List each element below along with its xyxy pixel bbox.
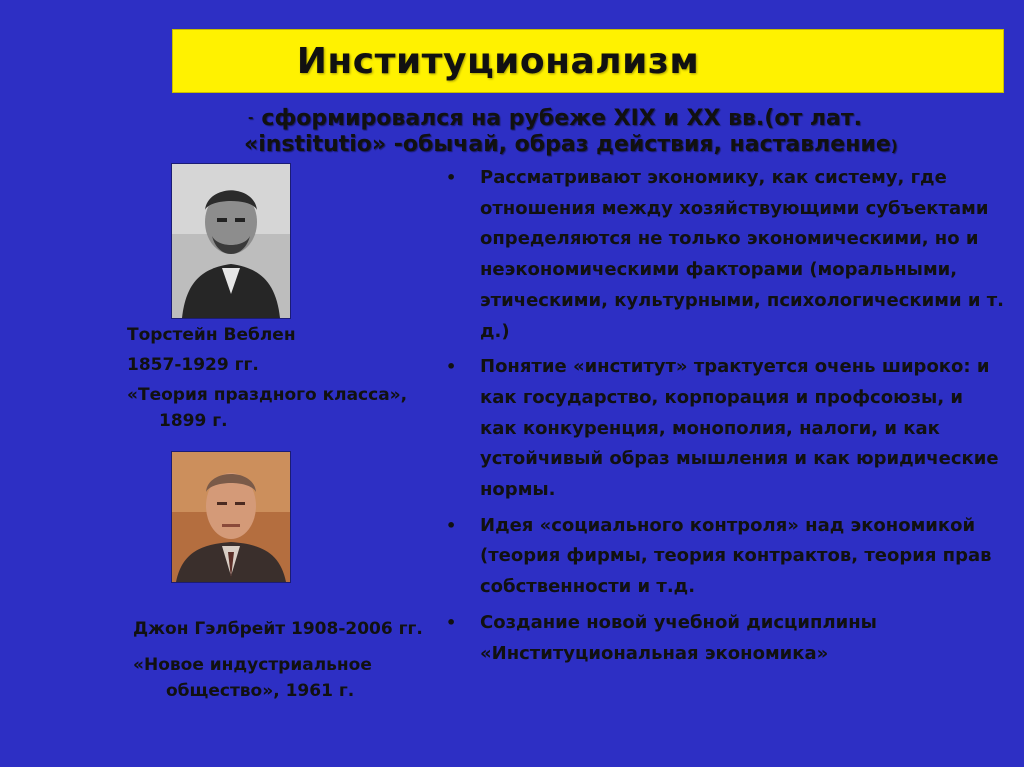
bullet-text: Создание новой учебной дисциплины «Институциональная экономика» xyxy=(480,611,877,664)
subtitle-line-1 xyxy=(248,106,968,132)
galbraith-bio xyxy=(133,614,443,704)
bullet-icon: • xyxy=(446,168,457,187)
bullet-icon: • xyxy=(446,612,457,632)
subtitle-line-1-text: сформировался на рубеже XIX и XX вв.(от лат. xyxy=(261,106,862,131)
veblen-work-year: 1899 г. xyxy=(159,411,228,431)
veblen-years: 1857-1929 гг. xyxy=(127,355,259,375)
bullet-item xyxy=(444,352,1004,506)
bullet-list xyxy=(444,163,1004,674)
veblen-bio xyxy=(127,320,437,432)
subtitle-dash: - xyxy=(248,111,254,126)
bullet-item xyxy=(444,608,1004,669)
veblen-work: «Теория праздного класса», xyxy=(127,385,408,405)
bullet-item xyxy=(444,163,1004,347)
slide-title: Институционализм xyxy=(296,40,700,82)
bullet-text: Рассматривают экономику, как систему, где отношения между хозяйствующими субъектами определяются не только экономическими, но и неэкономическими факторами (моральными, этическими, культурными, психологическими и т. д.) xyxy=(480,167,1004,342)
bullet-icon: • xyxy=(446,515,457,535)
galbraith-work: «Новое индустриальное xyxy=(133,655,372,675)
bullet-text: Идея «социального контроля» над экономикой (теория фирмы, теория контрактов, теория прав собственности и т.д. xyxy=(480,514,992,598)
subtitle-line-2 xyxy=(244,132,968,159)
subtitle xyxy=(244,106,968,159)
veblen-name: Торстейн Веблен xyxy=(127,325,296,345)
title-bar xyxy=(172,29,1004,93)
subtitle-line-2-text: «institutio» -обычай, образ действия, наставление xyxy=(244,132,891,157)
portrait-veblen xyxy=(172,164,290,318)
galbraith-name-years: Джон Гэлбрейт 1908-2006 гг. xyxy=(133,619,423,639)
bullet-item xyxy=(444,511,1004,603)
portrait-galbraith xyxy=(172,452,290,582)
bullet-text: Понятие «институт» трактуется очень широко: и как государство, корпорация и профсоюзы, и как конкуренция, монополия, налоги, и как устойчивый образ мышления и как юридические нормы. xyxy=(480,356,999,501)
galbraith-work-year: общество», 1961 г. xyxy=(166,681,355,701)
subtitle-close-paren: ) xyxy=(890,137,898,155)
bullet-icon: • xyxy=(446,357,457,377)
